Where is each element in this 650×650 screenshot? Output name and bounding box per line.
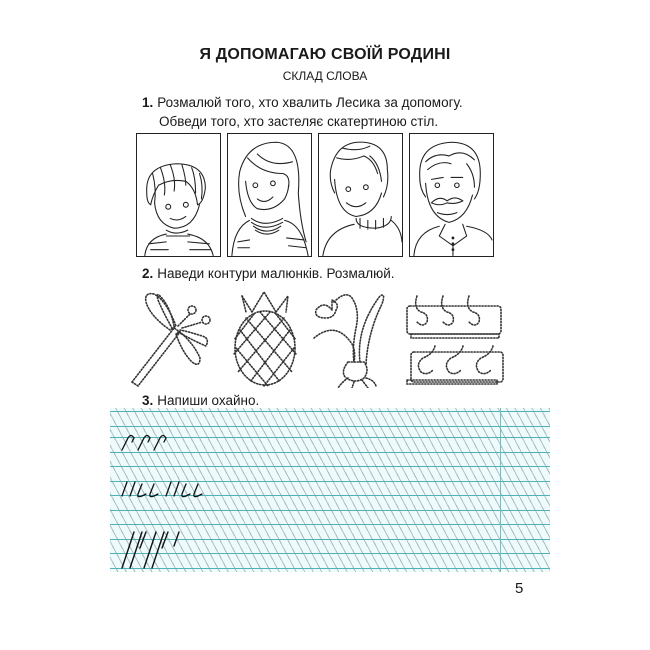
ruling-line — [110, 411, 550, 412]
dotted-dragonfly-icon[interactable] — [130, 288, 218, 388]
page-subtitle: СКЛАД СЛОВА — [282, 69, 368, 83]
grandfather-portrait-icon[interactable] — [409, 133, 494, 257]
ruling-line — [110, 510, 550, 511]
page-title: Я ДОПОМАГАЮ СВОЇЙ РОДИНІ — [199, 46, 451, 63]
task-text: Наведи контури малюнків. Розмалюй. — [157, 266, 395, 281]
dotted-pattern-icon[interactable] — [405, 288, 505, 388]
task-1 — [142, 93, 463, 131]
margin-line — [500, 408, 501, 572]
portrait-row — [136, 133, 496, 257]
task-text: Розмалюй того, хто хвалить Лесика за допомогу. — [157, 95, 463, 110]
ruling-line — [110, 524, 550, 525]
task-2 — [142, 264, 395, 283]
sample-hook-strokes — [118, 430, 178, 454]
girl-portrait-icon[interactable] — [227, 133, 312, 257]
task-text: Напиши охайно. — [157, 393, 260, 408]
sample-hook-loop-strokes — [118, 474, 218, 498]
page-number: 5 — [515, 580, 524, 597]
boy-portrait-icon[interactable] — [136, 133, 221, 257]
task-number: 1. — [142, 95, 154, 110]
copybook-writing-area[interactable] — [110, 408, 550, 572]
dotted-pineapple-icon[interactable] — [230, 288, 300, 388]
sample-slanted-strokes — [118, 528, 198, 570]
task-number: 3. — [142, 393, 154, 408]
task-text-line2: Обведи того, хто застеляє скатертиною стіл. — [159, 114, 439, 129]
young-man-portrait-icon[interactable] — [318, 133, 403, 257]
ruling-line — [110, 466, 550, 467]
ruling-line — [110, 426, 550, 427]
dotted-snowdrop-icon[interactable] — [312, 288, 400, 388]
task-number: 2. — [142, 266, 154, 281]
tracing-row — [130, 288, 510, 388]
